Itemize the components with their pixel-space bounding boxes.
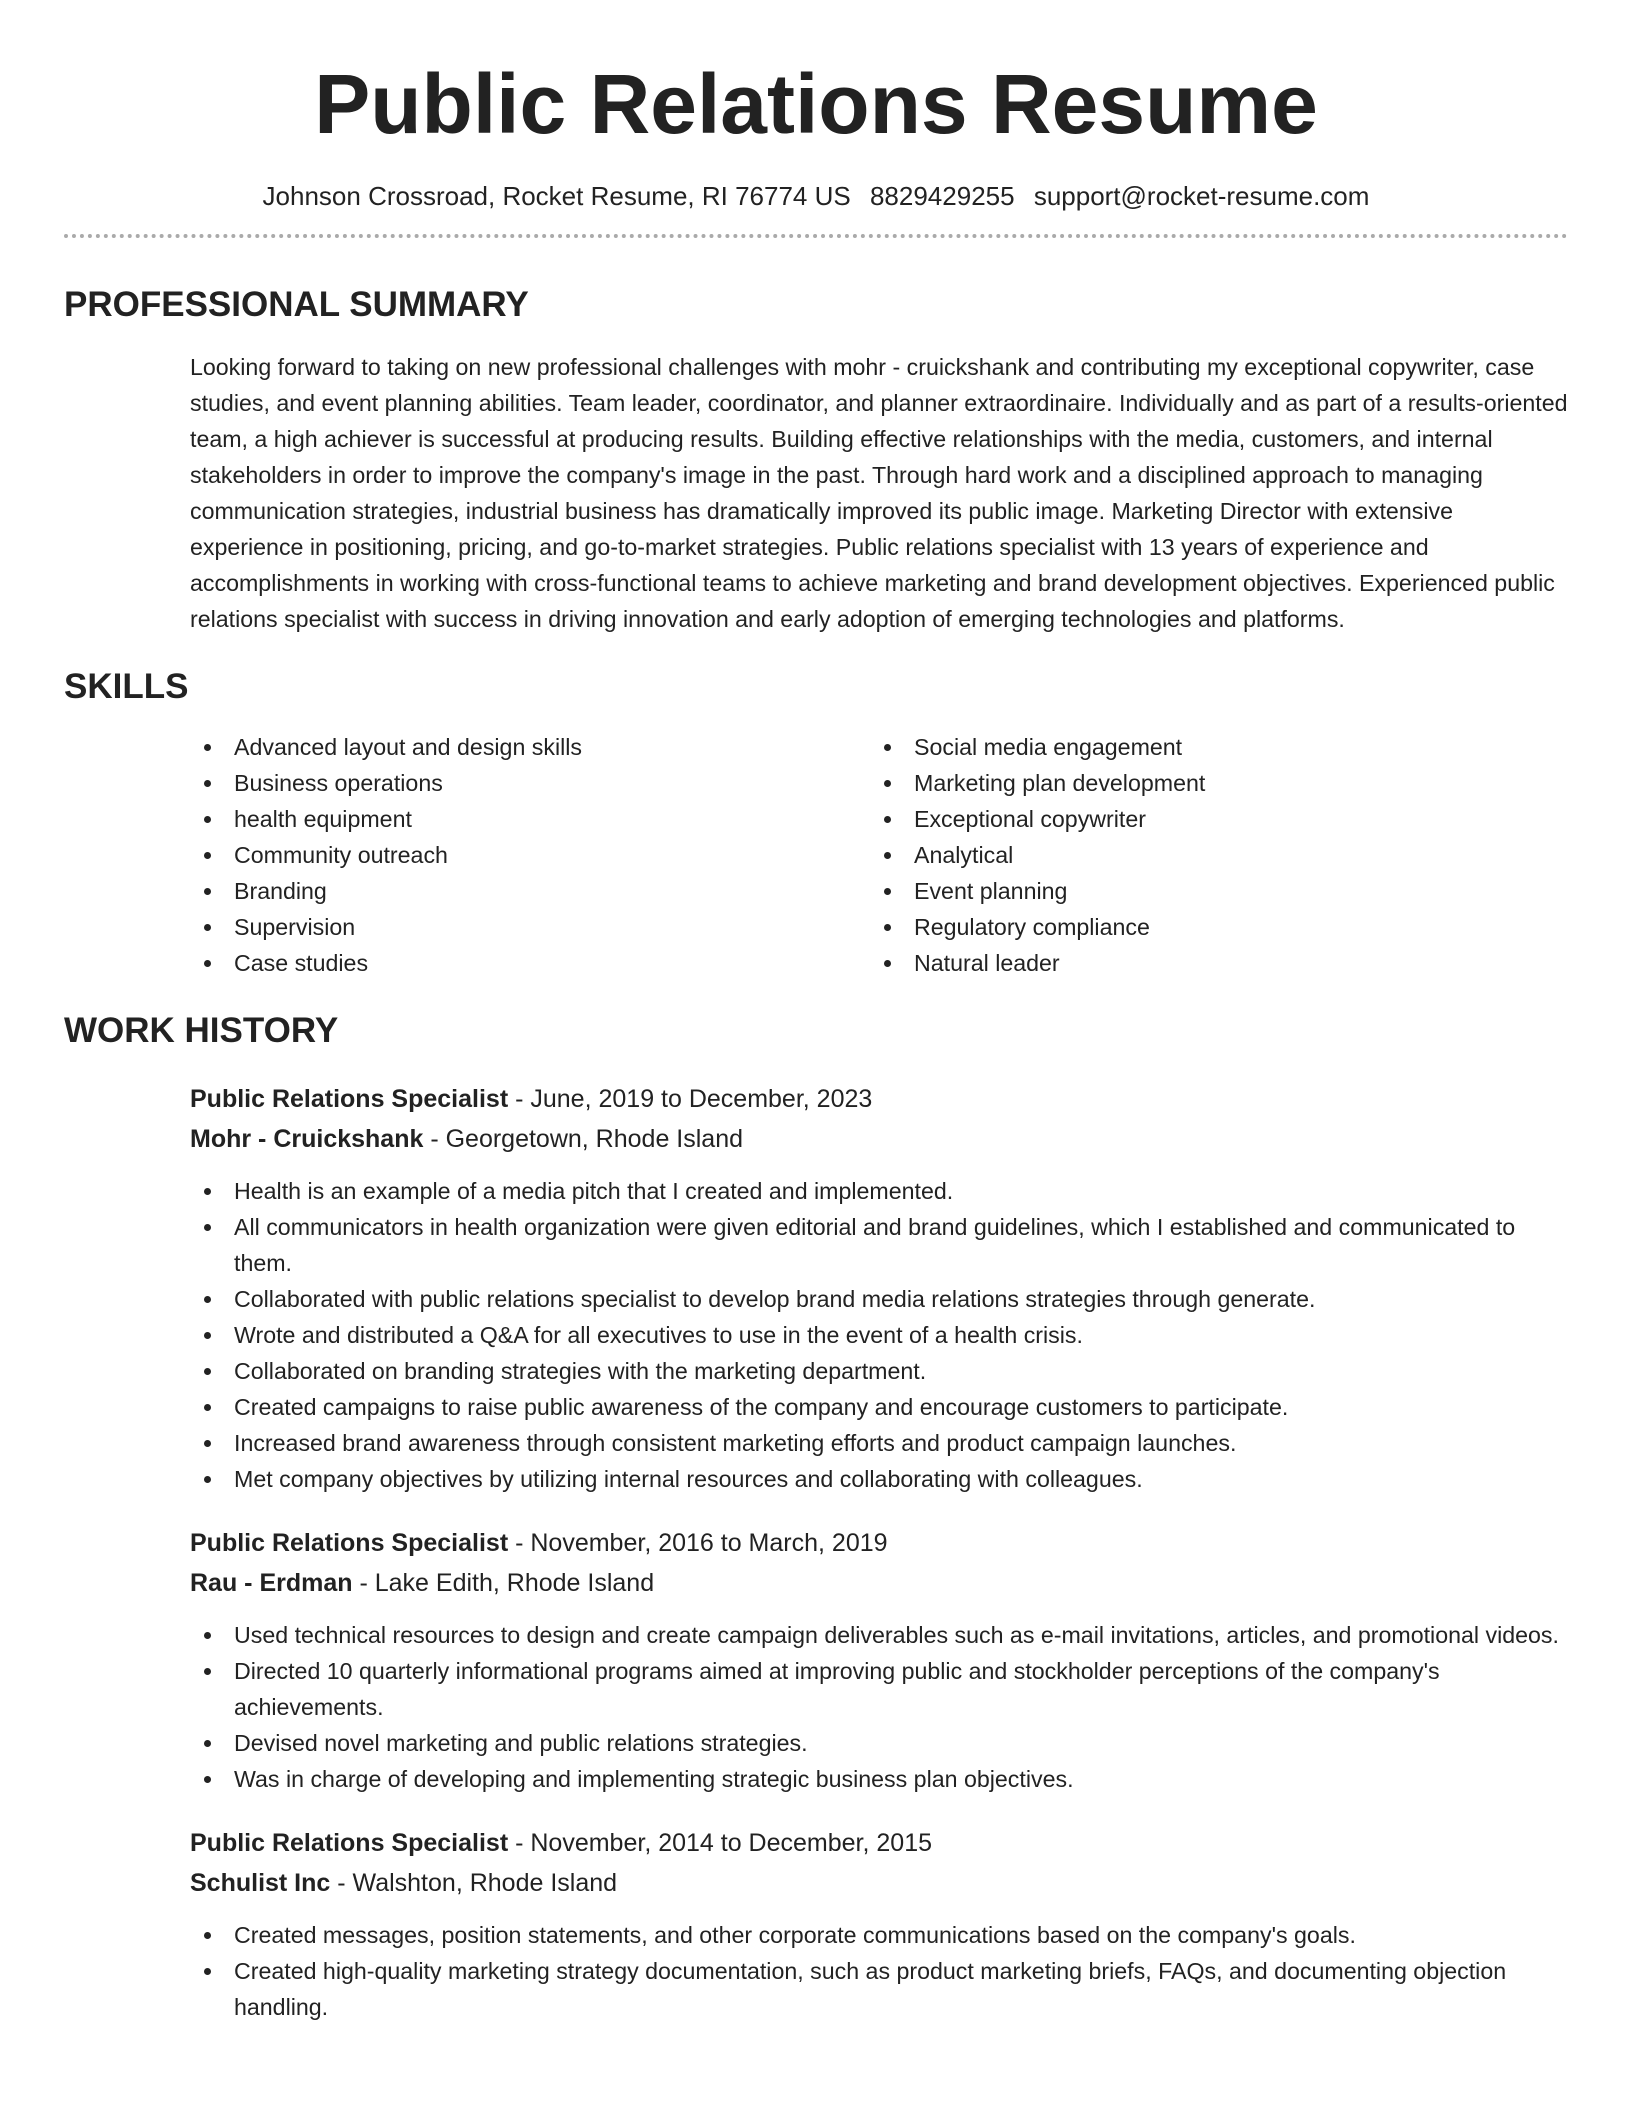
job-bullet: Created campaigns to raise public awareness of the company and encourage customers to participate. [190, 1389, 1568, 1425]
summary-paragraph: Looking forward to taking on new professional challenges with mohr - cruickshank and contributing my exceptional copywriter, case studies, and event planning abilities. Team leader, coordinator, and planner extraordinaire. Individually and as part of a results-oriented team, a high achiever is successful at producing results. Building effective relationships with the media, customers, and internal stakeholders in order to improve the company's image in the past. Through hard work and a disciplined approach to managing communication strategies, industrial business has dramatically improved its public image. Marketing Director with extensive experience in positioning, pricing, and go-to-market strategies. Public relations specialist with 13 years of experience and accomplishments in working with cross-functional teams to achieve marketing and brand development objectives. Experienced public relations specialist with success in driving innovation and early adoption of emerging technologies and platforms. [190, 354, 1568, 632]
contact-line [64, 178, 1568, 214]
skill-item: Advanced layout and design skills [190, 729, 870, 765]
skill-item: Social media engagement [870, 729, 1550, 765]
job-bullet: All communicators in health organization were given editorial and brand guidelines, which I established and communicated to them. [190, 1209, 1568, 1281]
job-role: Public Relations Specialist [190, 1829, 509, 1857]
job-company: Schulist Inc [190, 1869, 331, 1897]
skill-item: Branding [190, 873, 870, 909]
job-bullet: Met company objectives by utilizing internal resources and collaborating with colleagues. [190, 1461, 1568, 1497]
skill-item: Community outreach [190, 837, 870, 873]
section-title-skills: SKILLS [64, 667, 189, 706]
job-company: Rau - Erdman [190, 1569, 353, 1597]
job-bullet: Health is an example of a media pitch that I created and implemented. [190, 1173, 1568, 1209]
resume-page [64, 0, 1568, 2025]
job-dates: - November, 2014 to December, 2015 [508, 1829, 933, 1857]
job-bullet: Devised novel marketing and public relations strategies. [190, 1725, 1568, 1761]
job-location: - Lake Edith, Rhode Island [352, 1569, 655, 1597]
contact-address: Johnson Crossroad, Rocket Resume, RI 76774 US [262, 181, 851, 211]
job-bullets [190, 1917, 1568, 2025]
job-dates: - November, 2016 to March, 2019 [508, 1529, 888, 1557]
job-entry [190, 1079, 1568, 1497]
section-title-work-history: WORK HISTORY [64, 1011, 339, 1050]
skill-item: Business operations [190, 765, 870, 801]
job-company-line [190, 1863, 1568, 1903]
job-bullet: Directed 10 quarterly informational programs aimed at improving public and stockholder perceptions of the company's achievements. [190, 1653, 1568, 1725]
skills-list [190, 729, 1568, 981]
job-dates: - June, 2019 to December, 2023 [508, 1085, 873, 1113]
resume-title: Public Relations Resume [314, 57, 1318, 151]
skill-item: Case studies [190, 945, 870, 981]
job-location: - Walshton, Rhode Island [330, 1869, 618, 1897]
skill-item: Supervision [190, 909, 870, 945]
skill-item: health equipment [190, 801, 870, 837]
job-bullets [190, 1617, 1568, 1797]
job-location: - Georgetown, Rhode Island [423, 1125, 744, 1153]
job-bullet: Created messages, position statements, and other corporate communications based on the company's goals. [190, 1917, 1568, 1953]
header-divider [64, 234, 1568, 238]
skill-item: Natural leader [870, 945, 1550, 981]
skills-column-right [870, 729, 1550, 981]
job-bullet: Collaborated with public relations specialist to develop brand media relations strategies through generate. [190, 1281, 1568, 1317]
job-bullet: Was in charge of developing and implementing strategic business plan objectives. [190, 1761, 1568, 1797]
job-company: Mohr - Cruickshank [190, 1125, 424, 1153]
job-bullet: Wrote and distributed a Q&A for all executives to use in the event of a health crisis. [190, 1317, 1568, 1353]
job-entry [190, 1823, 1568, 2025]
skill-item: Event planning [870, 873, 1550, 909]
job-company-line [190, 1119, 1568, 1159]
skill-item: Marketing plan development [870, 765, 1550, 801]
job-title-line [190, 1523, 1568, 1563]
job-bullet: Created high-quality marketing strategy documentation, such as product marketing briefs, FAQs, and documenting objection handling. [190, 1953, 1568, 2025]
job-entry [190, 1523, 1568, 1797]
skill-item: Exceptional copywriter [870, 801, 1550, 837]
job-bullet: Used technical resources to design and create campaign deliverables such as e-mail invitations, articles, and promotional videos. [190, 1617, 1568, 1653]
contact-phone: 8829429255 [869, 181, 1015, 211]
job-title-line [190, 1079, 1568, 1119]
skill-item: Regulatory compliance [870, 909, 1550, 945]
job-bullets [190, 1173, 1568, 1497]
skill-item: Analytical [870, 837, 1550, 873]
job-title-line [190, 1823, 1568, 1863]
job-role: Public Relations Specialist [190, 1085, 509, 1113]
job-bullet: Collaborated on branding strategies with the marketing department. [190, 1353, 1568, 1389]
job-role: Public Relations Specialist [190, 1529, 509, 1557]
job-bullet: Increased brand awareness through consistent marketing efforts and product campaign launches. [190, 1425, 1568, 1461]
skills-column-left [190, 729, 870, 981]
contact-email: support@rocket-resume.com [1033, 181, 1370, 211]
job-company-line [190, 1563, 1568, 1603]
section-title-summary: PROFESSIONAL SUMMARY [64, 285, 529, 324]
